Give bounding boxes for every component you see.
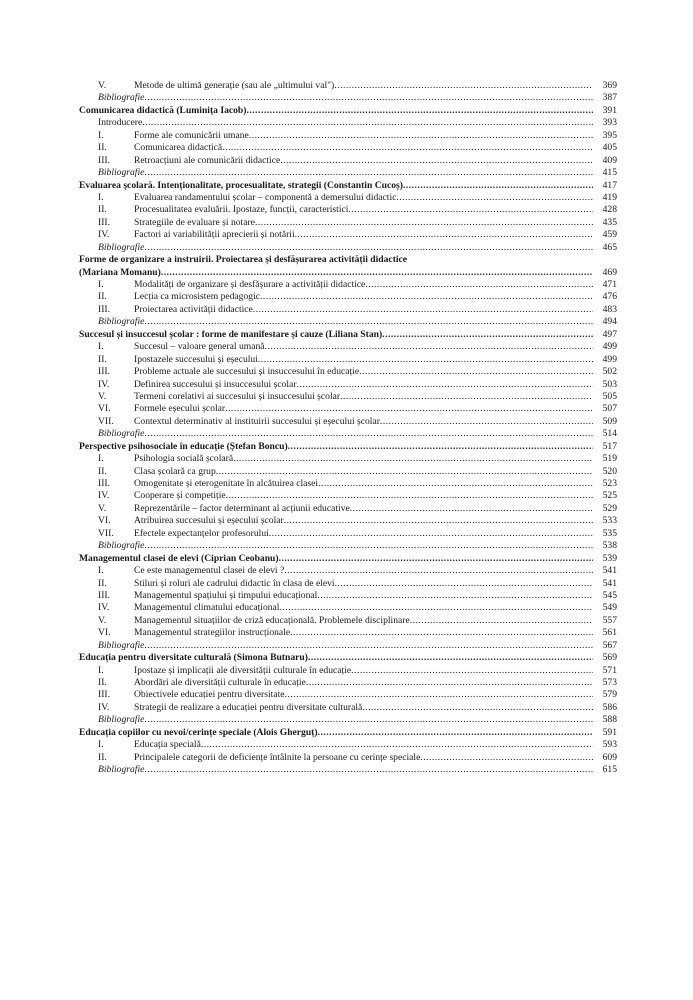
page-number: 615 (602, 764, 617, 776)
dot-leader (284, 565, 593, 577)
section-number: I. (98, 341, 104, 353)
section-number: I. (98, 279, 104, 290)
dot-leader (249, 130, 593, 142)
dot-leader (396, 192, 593, 204)
entry-title: Succesul – valoare general umană (134, 341, 265, 353)
page-number: 573 (602, 677, 617, 688)
toc-section-entry (0, 354, 693, 366)
section-number: II. (98, 353, 107, 365)
dot-leader (359, 366, 593, 378)
dot-leader (410, 615, 593, 627)
dot-leader (403, 180, 593, 192)
section-number: III. (98, 303, 110, 315)
page-number: 415 (602, 167, 617, 179)
section-number: V. (98, 390, 107, 402)
entry-title: Reprezentările – factor determinant al acțiunii educative (134, 502, 350, 514)
page-number: 588 (602, 714, 617, 726)
entry-title: Bibliografie (98, 639, 145, 651)
entry-title: Retroacțiuni ale comunicării didactice (134, 154, 281, 166)
toc-section-entry (0, 478, 693, 490)
toc-chapter-entry (0, 652, 693, 664)
page-number: 435 (602, 216, 617, 228)
section-number: II. (98, 677, 107, 688)
page-number: 517 (602, 440, 617, 452)
dot-leader (144, 640, 593, 652)
toc-section-entry (0, 739, 693, 751)
toc-section-entry (0, 379, 693, 391)
dot-leader (288, 441, 593, 453)
section-number: VI. (98, 403, 111, 415)
entry-title: Clasa școlară ca grup (134, 465, 216, 477)
page-number: 579 (602, 689, 617, 701)
toc-section-entry (0, 453, 693, 465)
entry-title: Educația copiilor cu nevoi/cerințe speciale (Alois Gherguț) (79, 726, 318, 738)
section-number: III. (98, 478, 110, 489)
toc-section-entry (0, 752, 693, 764)
toc-section-entry (0, 341, 693, 353)
toc-section-entry (0, 627, 693, 639)
dot-leader (222, 142, 593, 154)
page-number: 417 (602, 179, 617, 191)
entry-title: Bibliografie (98, 316, 145, 328)
dot-leader (226, 490, 593, 502)
toc-section-entry (0, 416, 693, 428)
table-of-contents (0, 80, 693, 777)
entry-title: Probleme actuale ale succesului și insuccesului în educație (134, 366, 360, 378)
dot-leader (365, 279, 593, 291)
dot-leader (144, 242, 593, 254)
dot-leader (382, 329, 593, 341)
page-number: 514 (602, 428, 617, 440)
page-number: 494 (602, 316, 617, 328)
toc-chapter-entry (0, 329, 693, 341)
toc-section-entry (0, 689, 693, 701)
toc-section-entry (0, 490, 693, 502)
dot-leader (420, 752, 593, 764)
entry-title: Principalele categorii de deficiențe întâlnite la persoane cu cerințe speciale (134, 751, 421, 763)
dot-leader (233, 453, 593, 465)
page-number: 469 (602, 266, 617, 278)
dot-leader (144, 316, 593, 328)
page-number: 569 (602, 652, 617, 664)
section-number: I. (98, 129, 104, 141)
dot-leader (279, 553, 593, 565)
entry-title: Metode de ultimă generație (sau ale „ultimului val") (134, 80, 335, 91)
dot-leader (362, 702, 593, 714)
section-number: IV. (98, 701, 110, 713)
dot-leader (350, 503, 593, 515)
dot-leader (144, 92, 593, 104)
toc-section-entry (0, 677, 693, 689)
toc-bibliography-entry (0, 242, 693, 254)
toc-chapter-entry (0, 180, 693, 192)
dot-leader (161, 267, 593, 279)
toc-chapter-entry (0, 553, 693, 565)
entry-title: Bibliografie (98, 92, 145, 104)
entry-title: Forme ale comunicării umane (134, 129, 249, 141)
section-number: V. (98, 80, 107, 91)
toc-section-entry (0, 590, 693, 602)
page-number: 519 (602, 453, 617, 465)
toc-bibliography-entry (0, 316, 693, 328)
dot-leader (280, 155, 593, 167)
dot-leader (253, 304, 593, 316)
entry-title: Modalități de organizare și desfășurare a activității didactice (134, 279, 366, 290)
entry-title: Cooperare și competiție (134, 490, 226, 502)
section-number: IV. (98, 229, 110, 241)
toc-chapter-entry (0, 727, 693, 739)
page-number: 561 (602, 627, 617, 639)
page-number: 549 (602, 602, 617, 614)
page-number: 507 (602, 403, 617, 415)
page-number: 476 (602, 291, 617, 303)
toc-section-entry (0, 503, 693, 515)
entry-title: Managementul strategiilor instrucționale (134, 627, 291, 639)
toc-bibliography-entry (0, 714, 693, 726)
dot-leader (348, 204, 593, 216)
entry-title: Bibliografie (98, 167, 145, 179)
dot-leader (285, 689, 593, 701)
page-number: 502 (602, 366, 617, 378)
section-number: I. (98, 453, 104, 465)
section-number: V. (98, 502, 107, 514)
section-number: VI. (98, 627, 111, 639)
page-number: 503 (602, 378, 617, 390)
page-number: 520 (602, 465, 617, 477)
dot-leader (306, 677, 593, 689)
page-number: 395 (602, 129, 617, 141)
entry-title: Strategiile de evaluare și notare (134, 216, 255, 228)
page-number: 459 (602, 229, 617, 241)
entry-title: Formele eșecului școlar (134, 403, 226, 415)
toc-section-entry (0, 565, 693, 577)
page-number: 571 (602, 664, 617, 676)
entry-title: Psihologia socială școlară (134, 453, 234, 465)
dot-leader (317, 590, 593, 602)
toc-section-entry (0, 130, 693, 142)
dot-leader (318, 727, 593, 739)
page-number: 405 (602, 142, 617, 154)
entry-title: Lecția ca microsistem pedagogic (134, 291, 260, 303)
section-number: VI. (98, 515, 111, 527)
entry-title: Managementul spațiului și timpului educațional (134, 589, 318, 601)
page-number: 593 (602, 739, 617, 751)
page-number: 539 (602, 552, 617, 564)
page-number: 533 (602, 515, 617, 527)
section-number: I. (98, 739, 104, 751)
page-number: 541 (602, 565, 617, 577)
toc-chapter-entry (0, 441, 693, 453)
entry-title: Ce este managementul clasei de elevi ? (134, 565, 285, 577)
page-number: 557 (602, 614, 617, 626)
entry-title: Efectele expectanțelor profesorului (134, 527, 269, 539)
page-number: 428 (602, 204, 617, 216)
entry-title: Evaluarea randamentului școlar – componentă a demersului didactic (134, 191, 397, 203)
dot-leader (334, 80, 593, 92)
page-number: 586 (602, 701, 617, 713)
dot-leader (297, 379, 593, 391)
entry-title: Stiluri și roluri ale cadrului didactic în clasa de elevi (134, 577, 335, 589)
entry-title: Succesul și insuccesul școlar : forme de manifestare și cauze (Liliana Stan) (79, 328, 383, 340)
toc-chapter-entry (0, 267, 693, 279)
entry-title: Proiectarea activității didactice (134, 303, 253, 315)
toc-section-entry (0, 117, 693, 129)
section-number: II. (98, 142, 107, 154)
toc-section-entry (0, 279, 693, 291)
page-number: 483 (602, 303, 617, 315)
dot-leader (335, 578, 593, 590)
dot-leader (265, 341, 593, 353)
section-number: I. (98, 191, 104, 203)
dot-leader (144, 540, 593, 552)
chapter-title-line1: Forme de organizare a instruirii. Proiectarea și desfășurarea activității didactice (79, 254, 408, 266)
toc-chapter-heading (0, 254, 693, 266)
dot-leader (269, 528, 593, 540)
entry-title: Comunicarea didactică (134, 142, 223, 154)
page-number: 523 (602, 478, 617, 489)
toc-bibliography-entry (0, 428, 693, 440)
dot-leader (225, 403, 593, 415)
section-number: IV. (98, 490, 110, 502)
section-number: I. (98, 664, 104, 676)
entry-title: Bibliografie (98, 764, 145, 776)
entry-title: Atribuirea succesului și eșecului școlar (134, 515, 284, 527)
page-number: 541 (602, 577, 617, 589)
entry-title: Managementul situațiilor de criză educațională. Problemele disciplinare (134, 614, 410, 626)
section-number: III. (98, 154, 110, 166)
dot-leader (144, 714, 593, 726)
entry-title: Bibliografie (98, 540, 145, 552)
entry-title: Bibliografie (98, 428, 145, 440)
toc-bibliography-entry (0, 167, 693, 179)
dot-leader (290, 627, 593, 639)
page-number: 525 (602, 490, 617, 502)
entry-title: Procesualitatea evaluării. Ipostaze, funcții, caracteristici (134, 204, 349, 216)
page-number: 609 (602, 751, 617, 763)
page-number: 535 (602, 527, 617, 539)
entry-title: Termeni corelativi ai succesului și insuccesului școlar (134, 390, 341, 402)
dot-leader (144, 428, 593, 440)
page-number: 591 (602, 726, 617, 738)
section-number: III. (98, 216, 110, 228)
entry-title: Abordări ale diversității culturale în educație (134, 677, 306, 688)
section-number: V. (98, 614, 107, 626)
entry-title: Introducere (98, 117, 143, 129)
entry-title: Comunicarea didactică (Luminița Iacob) (79, 104, 247, 116)
dot-leader (255, 217, 593, 229)
page-number: 465 (602, 241, 617, 253)
page-number: 529 (602, 502, 617, 514)
toc-section-entry (0, 229, 693, 241)
dot-leader (144, 764, 593, 776)
dot-leader (142, 117, 593, 129)
section-number: VII. (98, 415, 114, 427)
page-number: 499 (602, 341, 617, 353)
entry-title: (Mariana Momanu) (79, 266, 161, 278)
entry-title: Bibliografie (98, 241, 145, 253)
toc-bibliography-entry (0, 764, 693, 776)
entry-title: Bibliografie (98, 714, 145, 726)
entry-title: Educația pentru diversitate culturală (Simona Butnaru) (79, 652, 308, 664)
entry-title: Contextul determinativ al instituirii succesului și eșecului școlar (134, 415, 380, 427)
toc-section-entry (0, 702, 693, 714)
entry-title: Strategii de realizare a educației pentru diversitate culturală (134, 701, 363, 713)
dot-leader (258, 354, 593, 366)
section-number: II. (98, 204, 107, 216)
page-number: 393 (602, 117, 617, 129)
section-number: II. (98, 751, 107, 763)
section-number: III. (98, 589, 110, 601)
entry-title: Ipostaze și implicații ale diversității culturale în educație (134, 664, 352, 676)
section-number: II. (98, 577, 107, 589)
page-number: 509 (602, 415, 617, 427)
toc-section-entry (0, 466, 693, 478)
toc-section-entry (0, 80, 693, 92)
toc-section-entry (0, 304, 693, 316)
page-number: 387 (602, 92, 617, 104)
dot-leader (318, 478, 593, 490)
entry-title: Managementul climatului educațional (134, 602, 280, 614)
page-number: 391 (602, 104, 617, 116)
dot-leader (380, 416, 593, 428)
dot-leader (246, 105, 593, 117)
entry-title: Definirea succesului și insuccesului școlar (134, 378, 297, 390)
page-number: 419 (602, 191, 617, 203)
entry-title: Perspective psihosociale în educație (Ștefan Boncu) (79, 440, 288, 452)
toc-section-entry (0, 204, 693, 216)
toc-section-entry (0, 578, 693, 590)
dot-leader (284, 515, 593, 527)
dot-leader (201, 739, 593, 751)
toc-chapter-entry (0, 105, 693, 117)
entry-title: Obiectivele educației pentru diversitate (134, 689, 285, 701)
dot-leader (351, 665, 593, 677)
section-number: IV. (98, 602, 110, 614)
page-number: 538 (602, 540, 617, 552)
toc-bibliography-entry (0, 640, 693, 652)
page-number: 545 (602, 589, 617, 601)
section-number: II. (98, 291, 107, 303)
page-number: 499 (602, 353, 617, 365)
entry-title: Factori ai variabilității aprecierii și notării (134, 229, 295, 241)
toc-section-entry (0, 366, 693, 378)
page-number: 505 (602, 390, 617, 402)
toc-bibliography-entry (0, 92, 693, 104)
toc-section-entry (0, 391, 693, 403)
dot-leader (144, 167, 593, 179)
toc-section-entry (0, 192, 693, 204)
toc-section-entry (0, 291, 693, 303)
entry-title: Educația specială (134, 739, 201, 751)
toc-section-entry (0, 528, 693, 540)
section-number: IV. (98, 378, 110, 390)
section-number: III. (98, 366, 110, 378)
entry-title: Managementul clasei de elevi (Ciprian Ceobanu) (79, 552, 279, 564)
page-number: 369 (602, 80, 617, 91)
section-number: I. (98, 565, 104, 577)
toc-section-entry (0, 155, 693, 167)
dot-leader (260, 291, 593, 303)
entry-title: Omogenitate și eterogenitate în alcătuirea clasei (134, 478, 319, 489)
section-number: III. (98, 689, 110, 701)
toc-section-entry (0, 665, 693, 677)
toc-bibliography-entry (0, 540, 693, 552)
dot-leader (340, 391, 593, 403)
toc-section-entry (0, 403, 693, 415)
toc-section-entry (0, 217, 693, 229)
dot-leader (279, 602, 593, 614)
page-number: 471 (602, 279, 617, 290)
section-number: VII. (98, 527, 114, 539)
page-number: 409 (602, 154, 617, 166)
page-number: 497 (602, 328, 617, 340)
toc-section-entry (0, 142, 693, 154)
section-number: II. (98, 465, 107, 477)
page-number: 567 (602, 639, 617, 651)
entry-title: Ipostazele succesului și eșecului (134, 353, 258, 365)
dot-leader (308, 652, 593, 664)
entry-title: Evaluarea școlară. Intenționalitate, procesualitate, strategii (Constantin Cucoș) (79, 179, 403, 191)
toc-section-entry (0, 602, 693, 614)
toc-section-entry (0, 615, 693, 627)
dot-leader (216, 466, 593, 478)
toc-section-entry (0, 515, 693, 527)
dot-leader (295, 229, 593, 241)
